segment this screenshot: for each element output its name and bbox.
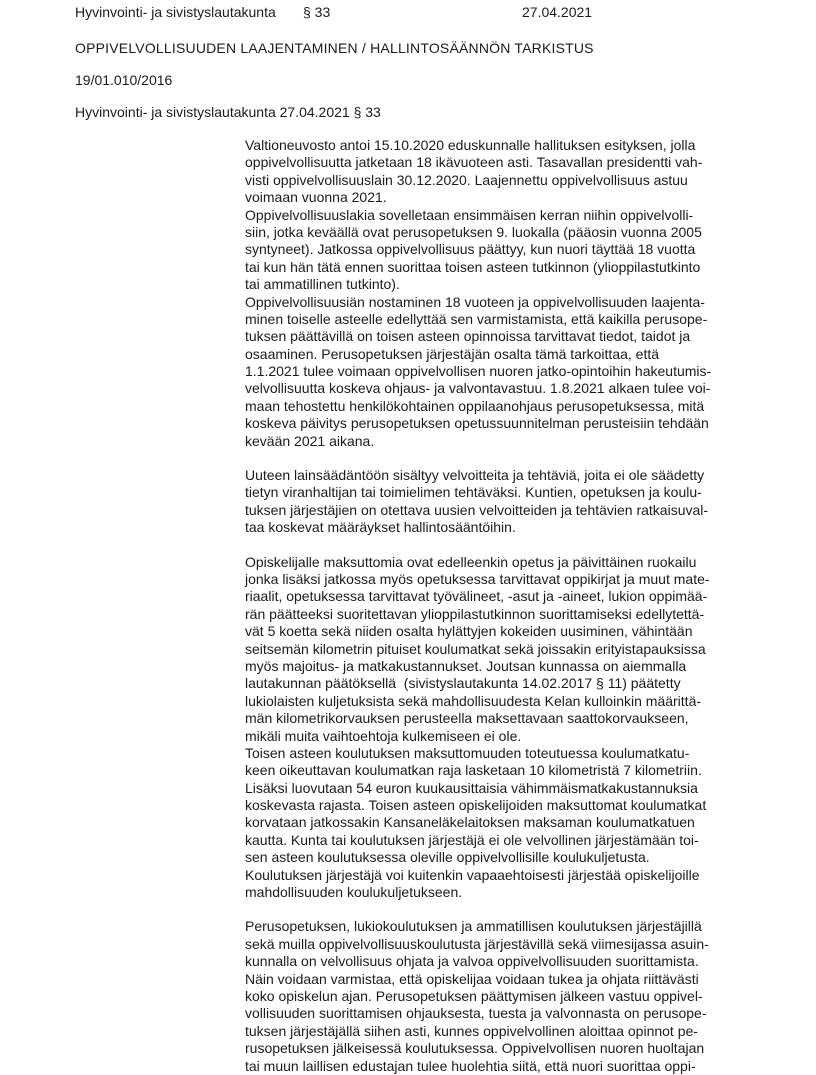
text-line: kautta. Kunta tai koulutuksen järjestäjä ei ole velvollinen järjestämään toi-	[245, 831, 699, 848]
text-line: Perusopetuksen, lukiokoulutuksen ja ammatillisen koulutuksen järjestäjillä	[245, 918, 702, 935]
body-text	[245, 137, 805, 1075]
text-line: riaalit, opetuksessa tarvittavat työvälineet, -asut ja -aineet, lukion oppimää-	[245, 588, 708, 605]
text-line: myös majoitus- ja matkakustannukset. Joutsan kunnassa on aiemmalla	[245, 657, 687, 674]
document-title: OPPIVELVOLLISUUDEN LAAJENTAMINEN / HALLINTOSÄÄNNÖN TARKISTUS	[75, 40, 594, 56]
text-line: Oppivelvollisuusiän nostaminen 18 vuoteen ja oppivelvollisuuden laajenta-	[245, 293, 705, 310]
text-line: tai ammatillinen tutkinto).	[245, 276, 400, 293]
paragraph-block	[245, 467, 805, 537]
text-line: visti oppivelvollisuuslain 30.12.2020. Laajennettu oppivelvollisuus astuu	[245, 171, 688, 188]
text-line: kunnalla on velvollisuus ohjata ja valvoa oppivelvollisuuden suorittamista.	[245, 953, 699, 970]
text-line: minen toiselle asteelle edellyttää sen varmistamista, että kaikilla perusope-	[245, 310, 708, 327]
text-line: tuksen järjestäjien on otettava uusien velvoitteiden ja tehtävien ratkaisuval-	[245, 501, 709, 518]
text-line: koskevasta rajasta. Toisen asteen opiskelijoiden maksuttomat koulumatkat	[245, 797, 707, 814]
text-line: taa koskevat määräykset hallintosääntöihin.	[245, 519, 516, 536]
text-line: Näin voidaan varmistaa, että opiskelijaa voidaan tukea ja ohjata riittävästi	[245, 970, 699, 987]
header-row	[0, 4, 816, 22]
text-line: oppivelvollisuutta jatketaan 18 ikävuoteen asti. Tasavallan presidentti vah-	[245, 154, 703, 171]
text-line: osaaminen. Perusopetuksen järjestäjän osalta tämä tarkoittaa, että	[245, 345, 660, 362]
text-line: mikäli muita vaihtoehtoja kulkemiseen ei ole.	[245, 727, 522, 744]
subheading: Hyvinvointi- ja sivistyslautakunta 27.04.2021 § 33	[75, 104, 381, 120]
text-line: koskeva päivitys perusopetuksen opetussuunnitelman perusteisiin tehdään	[245, 415, 709, 432]
meeting-date: 27.04.2021	[522, 4, 593, 20]
text-line: korvataan jatkossakin Kansaneläkelaitoksen maksaman koulumatkatuen	[245, 814, 695, 831]
text-line: tietyn viranhaltijan tai toimielimen tehtäväksi. Kuntien, opetuksen ja koulu-	[245, 484, 702, 501]
text-line: rusopetuksen jälkeisessä koulutuksessa. Oppivelvollisen nuoren huoltajan	[245, 1040, 705, 1057]
paragraph-block	[245, 137, 805, 450]
text-line: tuksen päättävillä on toisen asteen opinnoissa tarvittavat tiedot, taidot ja	[245, 328, 691, 345]
text-line: sen asteen koulutuksessa oleville oppivelvollisille koulukuljetusta.	[245, 849, 650, 866]
text-line: vollisuuden suorittamisen ohjauksesta, tuesta ja valvonnasta on perusope-	[245, 1005, 707, 1022]
committee-name: Hyvinvointi- ja sivistyslautakunta	[75, 4, 276, 20]
text-line: keen oikeuttavan koulumatkan raja lasketaan 10 kilometristä 7 kilometriin.	[245, 762, 702, 779]
case-number: 19/01.010/2016	[75, 72, 173, 88]
text-line: män kilometrikorvauksen perusteella maksettavaan saattokorvaukseen,	[245, 710, 689, 727]
text-line: Opiskelijalle maksuttomia ovat edelleenkin opetus ja päivittäinen ruokailu	[245, 553, 697, 570]
text-line: siin, jotka keväällä ovat perusopetuksen 9. luokalla (pääosin vuonna 2005	[245, 223, 702, 240]
section-mark: § 33	[303, 4, 331, 20]
text-line: Koulutuksen järjestäjä voi kuitenkin vapaaehtoisesti järjestää opiskelijoille	[245, 866, 700, 883]
text-line: seitsemän kilometrin pituiset koulumatkat sekä joissakin erityistapauksissa	[245, 640, 706, 657]
text-line: mahdollisuuden koulukuljetukseen.	[245, 884, 463, 901]
text-line: kevään 2021 aikana.	[245, 432, 375, 449]
text-line: lukiolaisten kuljetuksista sekä mahdollisuudesta Kelan kulloinkin määrittä-	[245, 692, 702, 709]
document-page	[0, 4, 816, 1074]
text-line: Valtioneuvosto antoi 15.10.2020 eduskunnalle hallituksen esityksen, jolla	[245, 137, 696, 153]
text-line: sekä muilla oppivelvollisuuskoulutusta järjestävillä sekä viimesijassa asuin-	[245, 935, 709, 952]
text-line: lautakunnan päätöksellä (sivistyslautakunta 14.02.2017 § 11) päätetty	[245, 675, 681, 692]
text-line: voimaan vuonna 2021.	[245, 189, 387, 206]
text-line: vät 5 koetta sekä niiden osalta hylättyjen kokeiden uusiminen, vähintään	[245, 623, 693, 640]
text-line: jonka lisäksi jatkossa myös opetuksessa tarvittavat oppikirjat ja muut mate-	[245, 570, 710, 587]
text-line: 1.1.2021 tulee voimaan oppivelvollisen nuoren jatko-opintoihin hakeutumis-	[245, 363, 712, 380]
text-line: Oppivelvollisuuslakia sovelletaan ensimmäisen kerran niihin oppivelvolli-	[245, 206, 694, 223]
text-line: Toisen asteen koulutuksen maksuttomuuden toteutuessa koulumatkatu-	[245, 744, 690, 761]
text-line: Uuteen lainsäädäntöön sisältyy velvoitteita ja tehtäviä, joita ei ole säädetty	[245, 467, 705, 484]
text-line: tuksen järjestäjällä siihen asti, kunnes oppivelvollinen aloittaa opinnot pe-	[245, 1022, 698, 1039]
text-line: syntyneet). Jatkossa oppivelvollisuus päättyy, kun nuori täyttää 18 vuotta	[245, 241, 696, 258]
text-line: maan tehostettu henkilökohtainen oppilaanohjaus perusopetuksessa, mitä	[245, 397, 705, 414]
text-line: velvollisuutta koskeva ohjaus- ja valvontavastuu. 1.8.2021 alkaen tulee voi-	[245, 380, 711, 397]
text-line: tai muun laillisen edustajan tulee huolehtia siitä, että nuori suorittaa oppi-	[245, 1057, 696, 1074]
paragraph-block	[245, 918, 805, 1075]
text-line: koko opiskelun ajan. Perusopetuksen päättymisen jälkeen vastuu oppivel-	[245, 987, 703, 1004]
text-line: rän päätteeksi suoritettavan ylioppilastutkinnon suorittamiseksi edellytettä-	[245, 605, 705, 622]
paragraph-block	[245, 554, 805, 902]
text-line: Lisäksi luovutaan 54 euron kuukausittaisia vähimmäismatkakustannuksia	[245, 779, 698, 796]
text-line: tai kun hän tätä ennen suorittaa toisen asteen tutkinnon (ylioppilastutkinto	[245, 258, 701, 275]
